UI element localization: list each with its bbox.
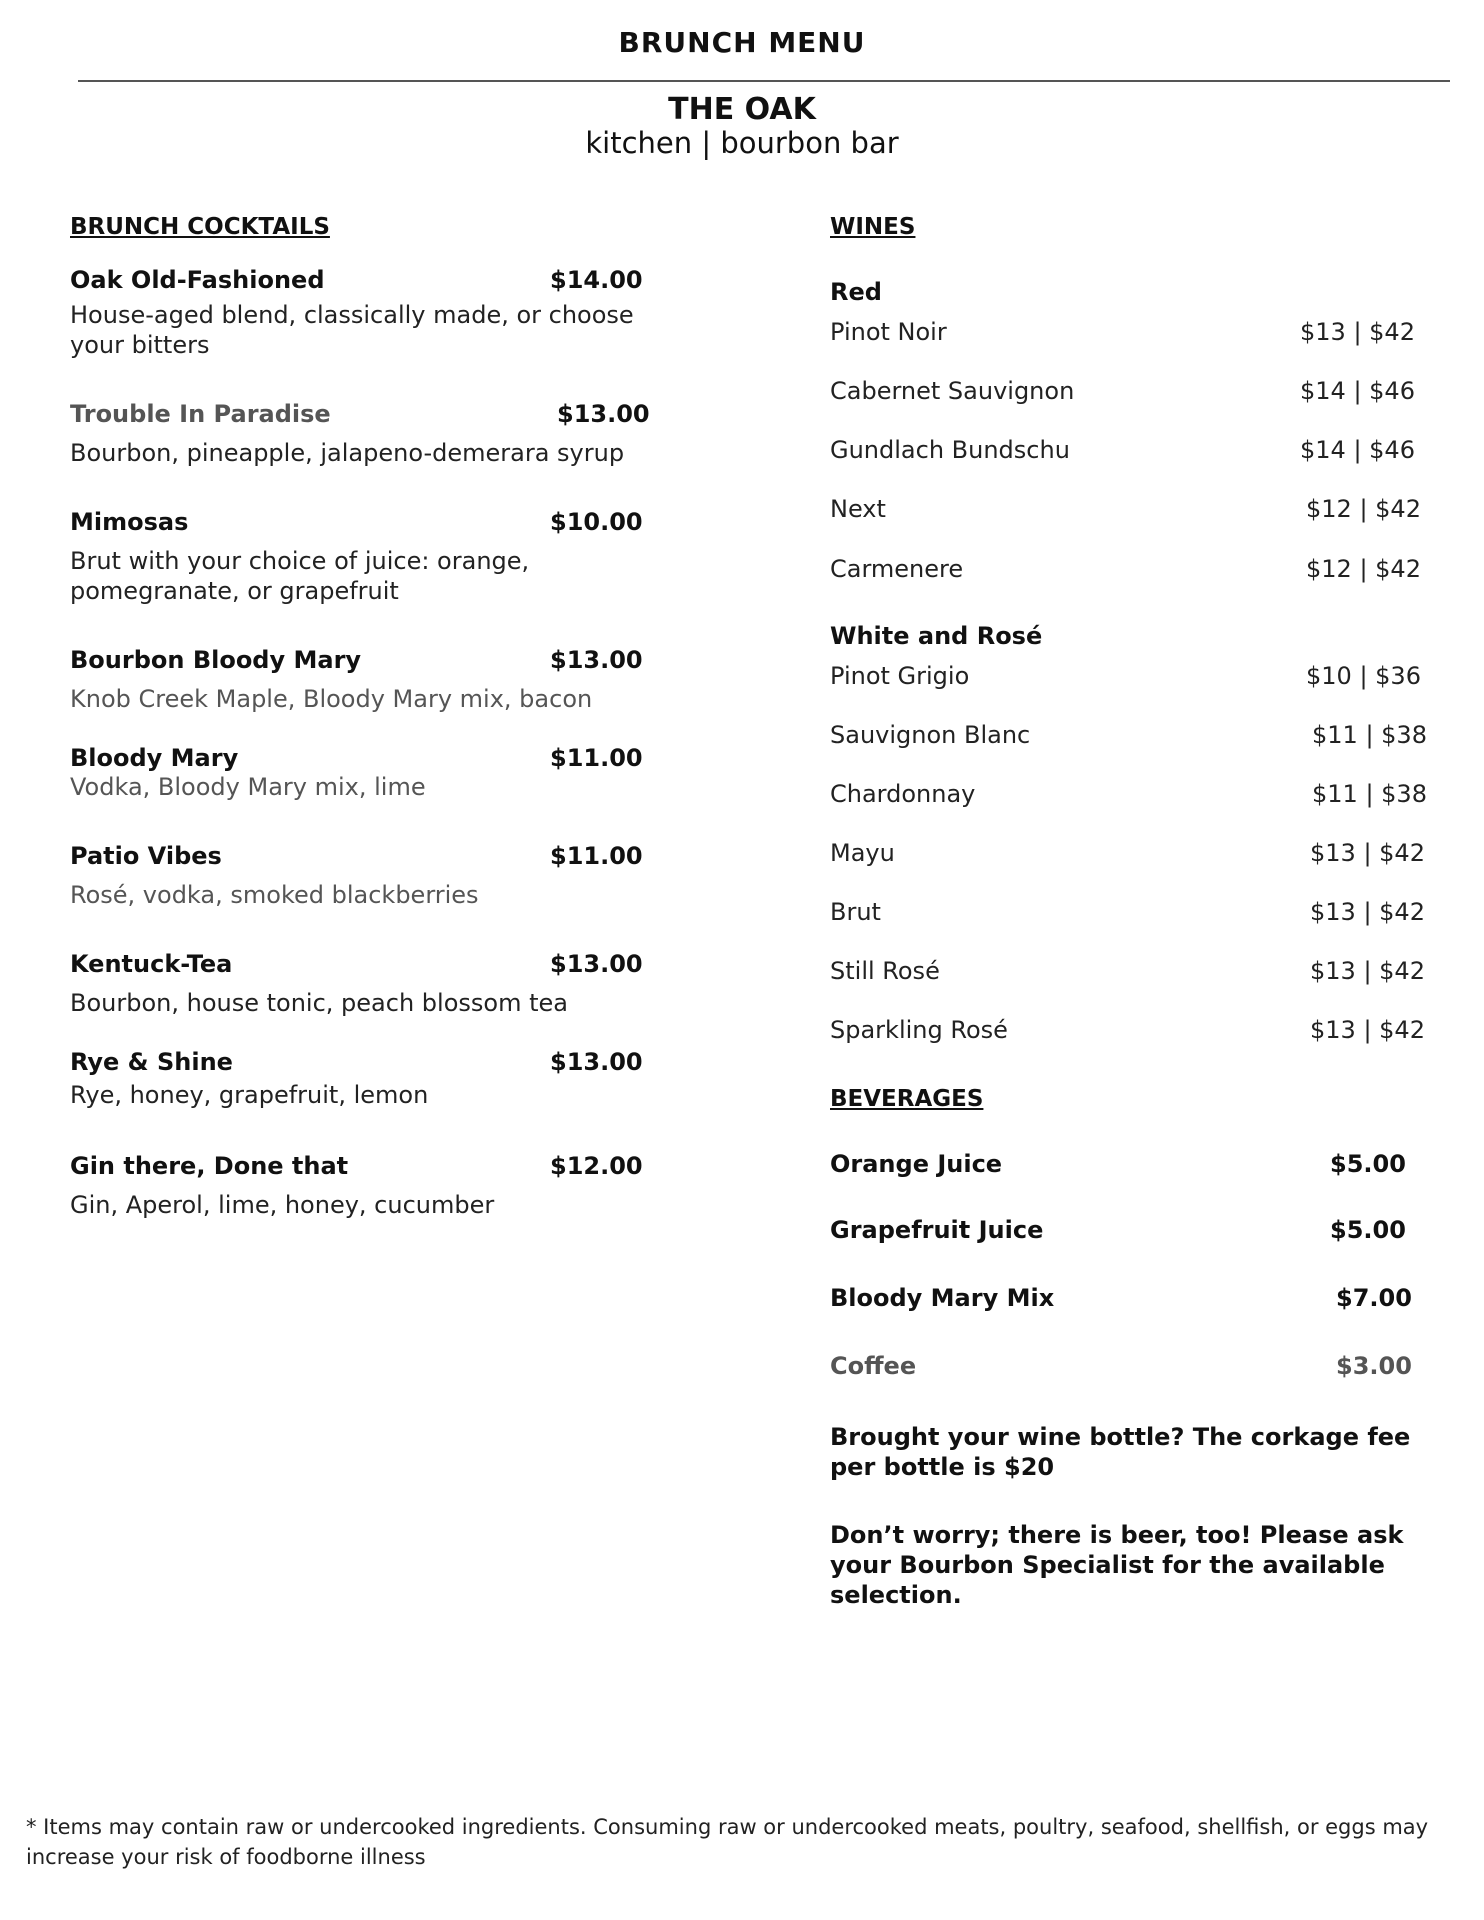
wine-name: Mayu (830, 839, 895, 867)
cocktail-price: $13.00 (550, 1048, 643, 1076)
cocktail-description: Gin, Aperol, lime, honey, cucumber (70, 1191, 495, 1219)
wine-price: $11 | $38 (1312, 721, 1427, 749)
cocktail-description: House-aged blend, classically made, or choose your bitters (70, 301, 634, 359)
cocktail-description: Bourbon, pineapple, jalapeno-demerara syrup (70, 439, 625, 467)
wines-red-label: Red (830, 278, 882, 306)
cocktail-price: $14.00 (550, 266, 643, 294)
wine-price: $11 | $38 (1312, 780, 1427, 808)
cocktail-item (70, 400, 650, 468)
beer-note: Don’t worry; there is beer, too! Please ask your Bourbon Specialist for the available selection. (830, 1521, 1404, 1609)
cocktail-name: Bloody Mary (70, 744, 239, 772)
wine-name: Pinot Grigio (830, 662, 970, 690)
wine-name: Carmenere (830, 555, 964, 583)
cocktail-description: Brut with your choice of juice: orange, pomegranate, or grapefruit (70, 547, 530, 605)
header-divider (78, 80, 1450, 82)
cocktail-price: $11.00 (550, 842, 643, 870)
venue-tagline: kitchen | bourbon bar (585, 126, 899, 160)
cocktail-item (70, 646, 643, 714)
wine-price: $14 | $46 (1300, 377, 1415, 405)
cocktail-item (70, 744, 643, 802)
beverage-name: Grapefruit Juice (830, 1216, 1044, 1244)
wine-price: $13 | $42 (1310, 839, 1425, 867)
cocktail-item (70, 508, 643, 606)
wine-price: $12 | $42 (1306, 555, 1421, 583)
allergy-footnote: * Items may contain raw or undercooked ingredients. Consuming raw or undercooked meats, poultry, seafood, shellfish, or eggs may increase your risk of foodborne illness (26, 1815, 1429, 1869)
wine-name: Sparkling Rosé (830, 1016, 1008, 1044)
corkage-note: Brought your wine bottle? The corkage fee per bottle is $20 (830, 1423, 1411, 1481)
beverage-price: $7.00 (1336, 1284, 1412, 1312)
venue-name: THE OAK (668, 92, 816, 127)
cocktail-name: Patio Vibes (70, 842, 222, 870)
cocktail-description: Rye, honey, grapefruit, lemon (70, 1081, 429, 1109)
beverages-heading: BEVERAGES (830, 1086, 984, 1112)
beverage-price: $5.00 (1330, 1216, 1406, 1244)
cocktail-description: Bourbon, house tonic, peach blossom tea (70, 989, 568, 1017)
cocktail-price: $12.00 (550, 1152, 643, 1180)
wine-name: Sauvignon Blanc (830, 721, 1031, 749)
cocktail-description: Knob Creek Maple, Bloody Mary mix, bacon (70, 685, 593, 713)
cocktail-name: Oak Old-Fashioned (70, 266, 325, 294)
cocktails-heading: BRUNCH COCKTAILS (70, 214, 330, 240)
cocktail-name: Mimosas (70, 508, 189, 536)
cocktail-item (70, 842, 643, 910)
cocktail-name: Rye & Shine (70, 1048, 233, 1076)
wine-price: $13 | $42 (1310, 1016, 1425, 1044)
wine-name: Next (830, 495, 886, 523)
cocktail-item (70, 1152, 643, 1220)
wine-price: $10 | $36 (1306, 662, 1421, 690)
wine-price: $13 | $42 (1310, 957, 1425, 985)
wine-name: Brut (830, 898, 881, 926)
cocktail-name: Trouble In Paradise (70, 400, 331, 428)
beverage-name: Orange Juice (830, 1150, 1003, 1178)
wine-price: $14 | $46 (1300, 436, 1415, 464)
cocktail-price: $10.00 (550, 508, 643, 536)
beverage-price: $3.00 (1336, 1352, 1412, 1380)
wines-heading: WINES (830, 214, 916, 240)
wine-price: $13 | $42 (1300, 318, 1415, 346)
cocktail-name: Bourbon Bloody Mary (70, 646, 362, 674)
beverage-name: Bloody Mary Mix (830, 1284, 1055, 1312)
cocktail-description: Vodka, Bloody Mary mix, lime (70, 773, 426, 801)
cocktail-price: $13.00 (557, 400, 650, 428)
wine-name: Pinot Noir (830, 318, 947, 346)
wine-price: $13 | $42 (1310, 898, 1425, 926)
cocktail-description: Rosé, vodka, smoked blackberries (70, 881, 479, 909)
cocktail-item (70, 950, 643, 1018)
cocktail-price: $13.00 (550, 646, 643, 674)
menu-title: BRUNCH MENU (618, 26, 866, 59)
beverage-price: $5.00 (1330, 1150, 1406, 1178)
cocktail-name: Kentuck-Tea (70, 950, 233, 978)
wine-name: Cabernet Sauvignon (830, 377, 1075, 405)
cocktail-price: $13.00 (550, 950, 643, 978)
cocktail-item (70, 266, 643, 360)
wine-name: Gundlach Bundschu (830, 436, 1070, 464)
wine-price: $12 | $42 (1306, 495, 1421, 523)
cocktail-name: Gin there, Done that (70, 1152, 349, 1180)
wine-name: Chardonnay (830, 780, 976, 808)
wine-name: Still Rosé (830, 957, 940, 985)
cocktail-price: $11.00 (550, 744, 643, 772)
wines-white-label: White and Rosé (830, 622, 1043, 650)
cocktail-item (70, 1048, 643, 1110)
beverage-name: Coffee (830, 1352, 917, 1380)
